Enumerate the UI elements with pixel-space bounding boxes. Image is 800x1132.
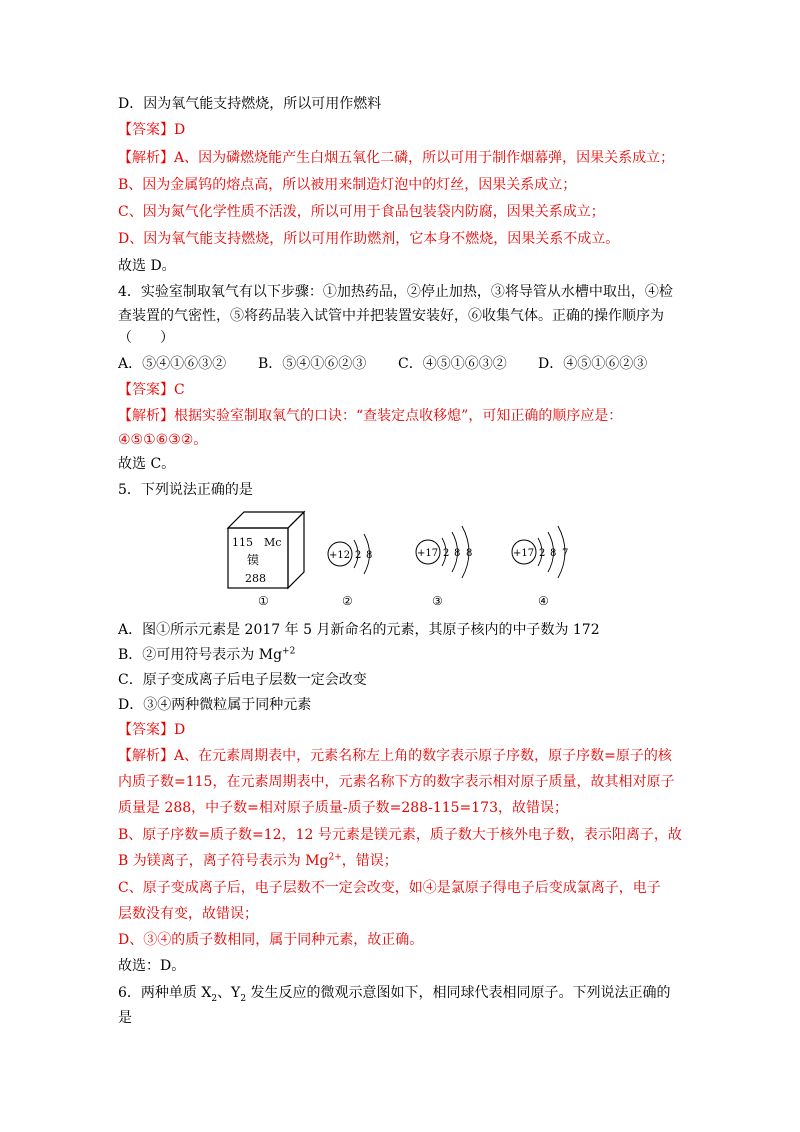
q6-stem-part: 、Y (217, 985, 241, 1001)
q4-stem-line: 4．实验室制取氧气有以下步骤：①加热药品，②停止加热，③将导管从水槽中取出，④检 (118, 284, 673, 300)
q5-option-b-text: B．②可用符号表示为 Mg (118, 647, 283, 663)
q5-figure (220, 506, 610, 610)
q5-option-b (118, 645, 295, 665)
nucleus-charge: +12 (329, 550, 351, 561)
q6-stem-part: 发生反应的微观示意图如下，相同球代表相同原子。下列说法正确的 (246, 985, 671, 1001)
q3-analysis-line: 【解析】A、因为磷燃烧能产生白烟五氧化二磷，所以可用于制作烟幕弹，因果关系成立； (118, 150, 675, 166)
q3-conclusion: 故选 D。 (118, 258, 176, 274)
q4-option-a: A．⑤④①⑥③② (118, 356, 227, 372)
q5-stem: 5．下列说法正确的是 (118, 482, 253, 498)
q4-analysis-line: ④⑤①⑥③②。 (118, 432, 208, 448)
q4-stem-line: （ ） (118, 330, 174, 346)
cell-symbol: Mc (264, 536, 282, 549)
q6-stem-line: 是 (118, 1010, 132, 1026)
q5-analysis-b2-text: B 为镁离子，离子符号表示为 Mg (118, 853, 329, 869)
q4-conclusion: 故选 C。 (118, 456, 176, 472)
shell-electrons: 8 (466, 548, 473, 559)
q5-conclusion: 故选：D。 (118, 958, 186, 974)
q4-analysis-line: 【解析】根据实验室制取氧气的口诀：“查装定点收移熄”，可知正确的顺序应是： (118, 408, 623, 424)
q4-stem-line: 查装置的气密性，⑤将药品装入试管中并把装置安装好，⑥收集气体。正确的操作顺序为 (118, 308, 664, 324)
q5-option-a: A．图①所示元素是 2017 年 5 月新命名的元素，其原子核内的中子数为 172 (118, 622, 600, 638)
nucleus-charge: +17 (417, 548, 439, 559)
q6-stem-part: 6．两种单质 X (118, 985, 212, 1001)
shell-electrons: 2 (443, 548, 450, 559)
atom-structure-cl-ion (416, 526, 472, 578)
cell-atomic-number: 115 (232, 536, 253, 549)
q3-answer: 【答案】D (118, 122, 186, 138)
q3-analysis-line: B、因为金属钨的熔点高，所以被用来制造灯泡中的灯丝，因果关系成立； (118, 177, 577, 193)
q5-analysis-line: D、③④的质子数相同，属于同种元素，故正确。 (118, 932, 424, 948)
shell-electrons: 2 (539, 548, 546, 559)
atom-structure-cl (512, 526, 568, 578)
q4-option-b: B．⑤④①⑥②③ (258, 356, 367, 372)
q5-analysis-line: 【解析】A、在元素周期表中，元素名称左上角的数字表示原子序数，原子序数=原子的核 (118, 748, 672, 764)
q4-answer: 【答案】C (118, 382, 185, 398)
cell-atomic-mass: 288 (245, 572, 266, 585)
q4-option-c: C．④⑤①⑥③② (398, 356, 507, 372)
q5-option-b-superscript: +2 (282, 646, 296, 657)
q3-option-d: D．因为氧气能支持燃烧，所以可用作燃料 (118, 96, 382, 112)
shell-electrons: 7 (562, 548, 569, 559)
q3-analysis-line: D、因为氧气能支持燃烧，所以可用作助燃剂，它本身不燃烧，因果关系不成立。 (118, 231, 620, 247)
q5-analysis-b2-tail: ，错误； (341, 853, 398, 869)
q5-analysis-line: 内质子数=115，在元素周期表中，元素名称下方的数字表示相对原子质量，故其相对原子 (118, 774, 675, 790)
q5-option-c: C．原子变成离子后电子层数一定会改变 (118, 672, 367, 688)
nucleus-charge: +17 (513, 548, 535, 559)
q5-figure-svg (220, 506, 610, 610)
shell-electrons: 8 (454, 548, 461, 559)
q5-analysis-line (118, 851, 398, 871)
atom-structure-mg (328, 534, 372, 574)
shell-electrons: 8 (366, 550, 373, 561)
q5-analysis-line: C、原子变成离子后，电子层数不一定会改变，如④是氯原子得电子后变成氯离子，电子 (118, 880, 661, 896)
figure-label: ② (342, 594, 353, 608)
q6-stem-line (118, 983, 671, 1009)
q6-subscript: 2 (240, 993, 247, 1004)
q5-analysis-line: B、原子序数=质子数=12，12 号元素是镁元素，质子数大于核外电子数，表示阳离子，故 (118, 827, 682, 843)
shell-electrons: 8 (550, 548, 557, 559)
q5-analysis-b2-superscript: 2+ (328, 852, 342, 863)
q4-options (118, 354, 718, 374)
q5-option-d: D．③④两种微粒属于同种元素 (118, 697, 312, 713)
figure-label: ③ (432, 594, 443, 608)
figure-label: ① (258, 594, 269, 608)
q5-answer: 【答案】D (118, 722, 186, 738)
q5-analysis-line: 质量是 288，中子数=相对原子质量-质子数=288-115=173，故错误； (118, 800, 568, 816)
element-cell (228, 512, 304, 588)
q3-analysis-line: C、因为氮气化学性质不活泼，所以可用于食品包装袋内防腐，因果关系成立； (118, 204, 605, 220)
figure-label: ④ (538, 594, 549, 608)
q4-option-d: D．④⑤①⑥②③ (538, 356, 648, 372)
shell-electrons: 2 (355, 550, 362, 561)
cell-element-name: 镆 (247, 553, 260, 567)
q6-subscript: 2 (211, 993, 218, 1004)
q5-analysis-line: 层数没有变，故错误； (118, 906, 258, 922)
